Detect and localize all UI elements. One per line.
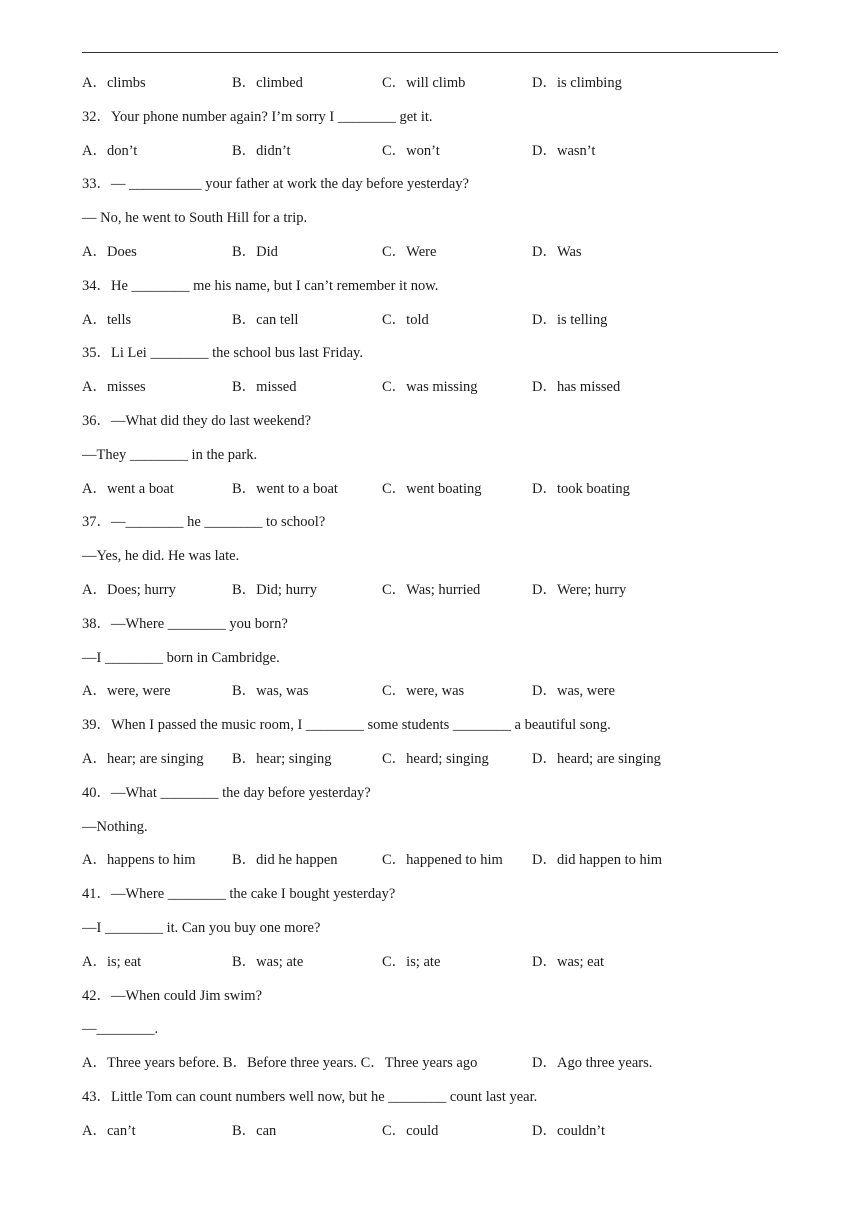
option-d: D．Was [532,243,582,260]
option-d: D．Ago three years. [532,1055,653,1072]
option-a: A．went a boat [82,480,174,497]
option-d: D．was; eat [532,953,605,970]
question-line: 34．He ________ me his name, but I can’t remember it now. [82,277,439,294]
option-a: A．were, were [82,683,171,700]
option-a: A．is; eat [82,953,142,970]
option-d: D．heard; are singing [532,750,661,767]
question-line: 36．—What did they do last weekend? [82,412,312,429]
option-d: D．Were; hurry [532,581,627,598]
option-a: A．Does; hurry [82,581,176,598]
question-line: 33．— __________ your father at work the day before yesterday? [82,176,469,193]
option-c: C．happened to him [382,852,503,869]
option-c: C．could [382,1122,439,1139]
option-d: D．took boating [532,480,630,497]
answer-options [82,746,782,780]
answer-options [82,847,782,881]
answer-options [82,1118,782,1152]
question-line: —Nothing. [82,818,148,835]
question-line: —They ________ in the park. [82,446,258,463]
question-line: —I ________ born in Cambridge. [82,649,280,666]
option-a: A．misses [82,379,146,396]
question-line: — No, he went to South Hill for a trip. [82,210,308,227]
question-line: 38．—Where ________ you born? [82,615,288,632]
answer-options [82,307,782,341]
question-line: 32．Your phone number again? I’m sorry I ________ get it. [82,108,433,125]
option-a: A．tells [82,311,132,328]
question-line: 43．Little Tom can count numbers well now, but he ________ count last year. [82,1088,538,1105]
question-list [82,70,782,1152]
option-b: B．was; ate [232,953,304,970]
option-a: A．hear; are singing [82,750,204,767]
option-c: C．Was; hurried [382,581,481,598]
option-c: C．was missing [382,379,478,396]
option-b: B．Did; hurry [232,581,317,598]
option-c: C．told [382,311,429,328]
answer-options [82,1050,782,1084]
option-d: D．wasn’t [532,142,596,159]
answer-options [82,374,782,408]
answer-options [82,239,782,273]
answer-options [82,476,782,510]
question-line: 41．—Where ________ the cake I bought yesterday? [82,886,396,903]
option-b: B．climbed [232,75,303,91]
answer-options [82,577,782,611]
option-c: C．won’t [382,142,440,159]
question-line: 39．When I passed the music room, I ________ some students ________ a beautiful song. [82,717,611,734]
option-b: B．didn’t [232,142,291,159]
answer-options [82,678,782,712]
option-d: D．is telling [532,311,608,328]
option-a: A．Three years before. B．Before three years. C．Three years ago [82,1055,478,1072]
option-a: A．Does [82,243,137,260]
answer-options [82,138,782,172]
option-d: D．did happen to him [532,852,663,869]
option-b: B．hear; singing [232,750,332,767]
question-line: 42．—When could Jim swim? [82,987,263,1004]
question-line: —________. [82,1021,159,1038]
question-line: 40．—What ________ the day before yesterday? [82,784,371,801]
option-a: A．climbs [82,75,146,91]
option-b: B．Did [232,243,278,260]
option-c: C．heard; singing [382,750,489,767]
option-b: B．missed [232,379,297,396]
option-c: C．is; ate [382,953,441,970]
option-d: D．couldn’t [532,1122,606,1139]
header-rule [82,52,778,53]
answer-options [82,70,782,104]
question-line: 35．Li Lei ________ the school bus last Friday. [82,345,363,362]
option-d: D．is climbing [532,75,622,91]
option-b: B．did he happen [232,852,338,869]
option-d: D．has missed [532,379,621,396]
question-line: —I ________ it. Can you buy one more? [82,919,321,936]
option-b: B．was, was [232,683,309,700]
option-d: D．was, were [532,683,615,700]
question-line: 37．—________ he ________ to school? [82,514,326,531]
option-c: C．were, was [382,683,465,700]
option-c: C．went boating [382,480,482,497]
answer-options [82,949,782,983]
question-line: —Yes, he did. He was late. [82,548,240,565]
option-c: C．will climb [382,75,466,91]
option-c: C．Were [382,243,437,260]
option-a: A．don’t [82,142,138,159]
option-b: B．went to a boat [232,480,338,497]
option-a: A．can’t [82,1122,136,1139]
option-b: B．can [232,1122,277,1139]
option-b: B．can tell [232,311,299,328]
option-a: A．happens to him [82,852,196,869]
